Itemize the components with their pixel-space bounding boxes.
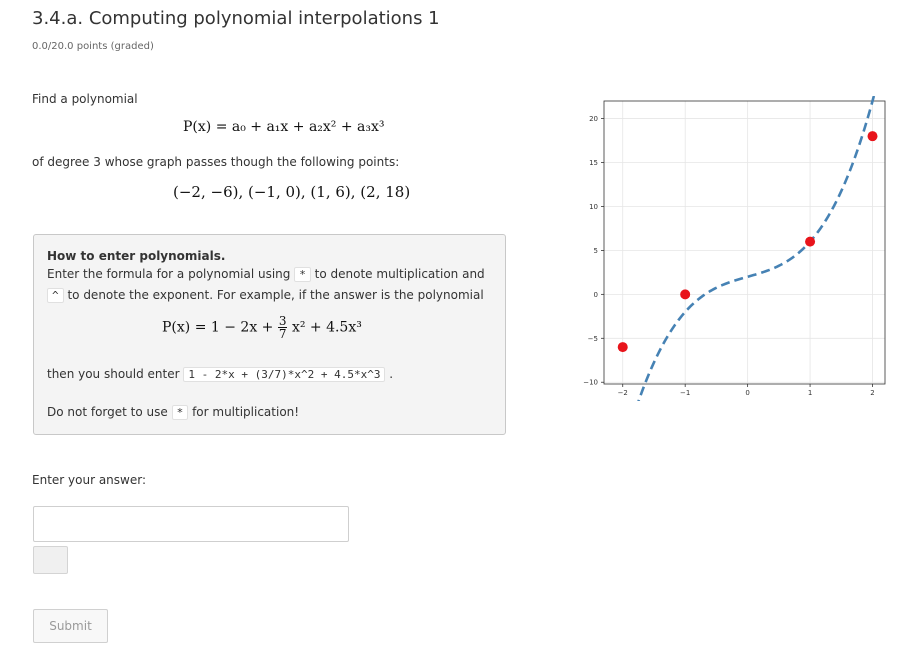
help-line-2 [47,288,484,302]
points-formula: (−2, −6), (−1, 0), (1, 6), (2, 18) [173,183,411,201]
plot-frame [604,101,885,384]
answer-label: Enter your answer: [32,473,146,487]
x-tick-label-4: 2 [870,389,875,397]
data-point-2 [805,237,815,247]
y-tick-label-5: 15 [589,159,598,168]
help-line-1 [47,267,485,281]
y-tick-label-0: −10 [583,378,598,387]
points-status: 0.0/20.0 points (graded) [32,41,154,52]
polynomial-formula: P(x) = a₀ + a₁x + a₂x² + a₃x³ [183,119,385,135]
help-line-2-text: to denote the exponent. For example, if the answer is the polynomial [67,288,484,302]
x-tick-label-2: 0 [745,389,750,397]
x-tick-label-0: −2 [617,389,628,397]
data-point-3 [868,131,878,141]
example-entry-line [47,367,393,381]
answer-input[interactable] [33,506,349,542]
interpolation-chart [566,96,887,401]
y-tick-label-2: 0 [593,290,598,299]
help-line-1-post: to denote multiplication and [314,267,485,281]
help-heading: How to enter polynomials. [47,249,226,263]
reminder-symbol-code: * [172,405,189,420]
fraction-numerator: 3 [278,314,287,328]
data-point-0 [618,342,628,352]
example-formula-post: x² + 4.5x³ [291,319,362,336]
x-tick-label-3: 1 [807,389,813,397]
example-formula [162,315,362,340]
y-tick-label-4: 10 [589,202,598,211]
y-tick-label-1: −5 [587,334,598,343]
y-tick-label-6: 20 [589,115,598,124]
example-fraction [278,315,288,340]
reminder-post: for multiplication! [192,405,300,419]
x-tick-label-1: −1 [680,389,691,397]
example-entry-pre: then you should enter [47,367,180,381]
chart-grid [604,101,885,384]
submit-button[interactable]: Submit [33,609,108,643]
chart-axes [583,115,875,397]
answer-preview [33,546,68,574]
degree-text: of degree 3 whose graph passes though the following points: [32,155,400,169]
example-entry-code: 1 - 2*x + (3/7)*x^2 + 4.5*x^3 [183,367,385,382]
interpolating-curve [613,96,880,401]
problem-prompt: Find a polynomial [32,92,138,106]
example-formula-pre: P(x) = 1 − 2x + [162,319,278,336]
help-line-1-pre: Enter the formula for a polynomial using [47,267,291,281]
y-tick-label-3: 5 [593,246,598,255]
data-point-1 [680,289,690,299]
multiplication-reminder [47,405,299,419]
help-box [33,234,506,435]
page-title: 3.4.a. Computing polynomial interpolations 1 [32,8,440,29]
multiply-symbol-code: * [294,267,311,282]
reminder-pre: Do not forget to use [47,405,168,419]
example-entry-end: . [389,367,394,381]
exponent-symbol-code: ^ [47,288,64,303]
fraction-denominator: 7 [278,327,287,341]
